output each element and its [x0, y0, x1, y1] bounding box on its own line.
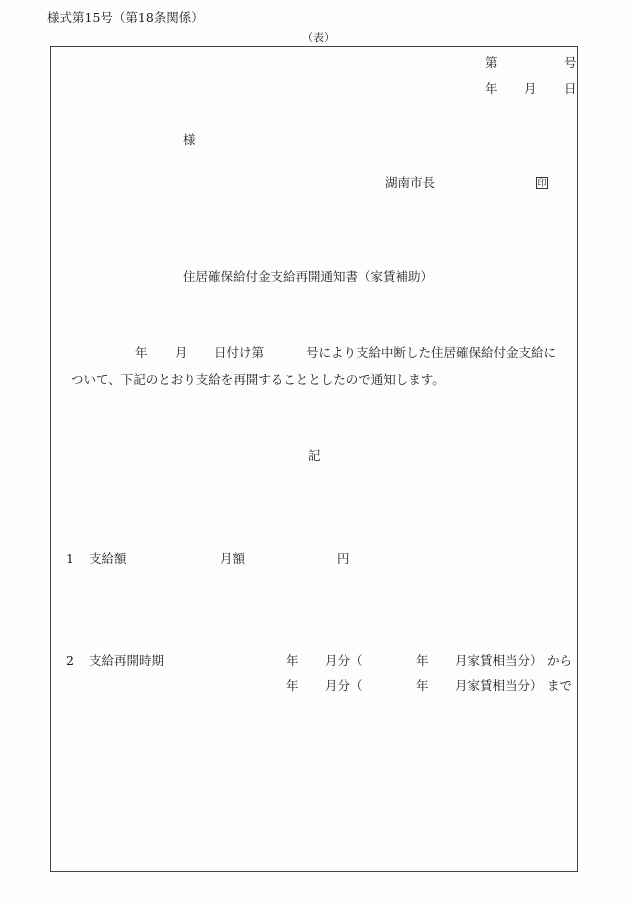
- item2-row2-rent: 月家賃相当分）: [455, 678, 543, 693]
- item2-row2-year2: 年: [416, 678, 429, 693]
- item1-label: 支給額: [89, 551, 127, 566]
- item2-row1-year: 年: [286, 653, 299, 668]
- item2-row2-suffix: まで: [547, 678, 573, 693]
- item1-unit: 円: [337, 551, 350, 566]
- item2-row2-year: 年: [286, 678, 299, 693]
- item2-row1-year2: 年: [416, 653, 429, 668]
- body-text-line2: ついて、下記のとおり支給を再開することとしたので通知します。: [71, 372, 445, 387]
- date-year: 年: [485, 81, 498, 96]
- item1-monthly-label: 月額: [220, 551, 246, 566]
- doc-number-suffix: 号: [564, 55, 577, 70]
- doc-number-prefix: 第: [485, 55, 498, 70]
- side-label: （表）: [302, 31, 335, 44]
- item2-row1-rent: 月家賃相当分）: [455, 653, 543, 668]
- seal-mark: 印: [537, 179, 547, 189]
- issuer: 湖南市長: [385, 175, 436, 190]
- item2-row1-month: 月分（: [325, 653, 363, 668]
- addressee-suffix: 様: [183, 132, 196, 147]
- item2-row1-suffix: から: [547, 653, 573, 668]
- item2-number: 2: [66, 653, 74, 668]
- document-title: 住居確保給付金支給再開通知書（家賃補助）: [183, 269, 434, 284]
- item2-label: 支給再開時期: [89, 653, 165, 668]
- ki-label: 記: [308, 448, 321, 463]
- form-label: 様式第15号（第18条関係）: [47, 10, 204, 25]
- body-year: 年: [135, 345, 148, 360]
- body-text-line1: 号により支給中断した住居確保給付金支給に: [306, 345, 557, 360]
- body-month: 月: [175, 345, 188, 360]
- body-day-no: 日付け第: [214, 345, 265, 360]
- item2-row2-month: 月分（: [325, 678, 363, 693]
- date-month: 月: [524, 81, 537, 96]
- date-day: 日: [564, 81, 577, 96]
- item1-number: 1: [66, 551, 74, 566]
